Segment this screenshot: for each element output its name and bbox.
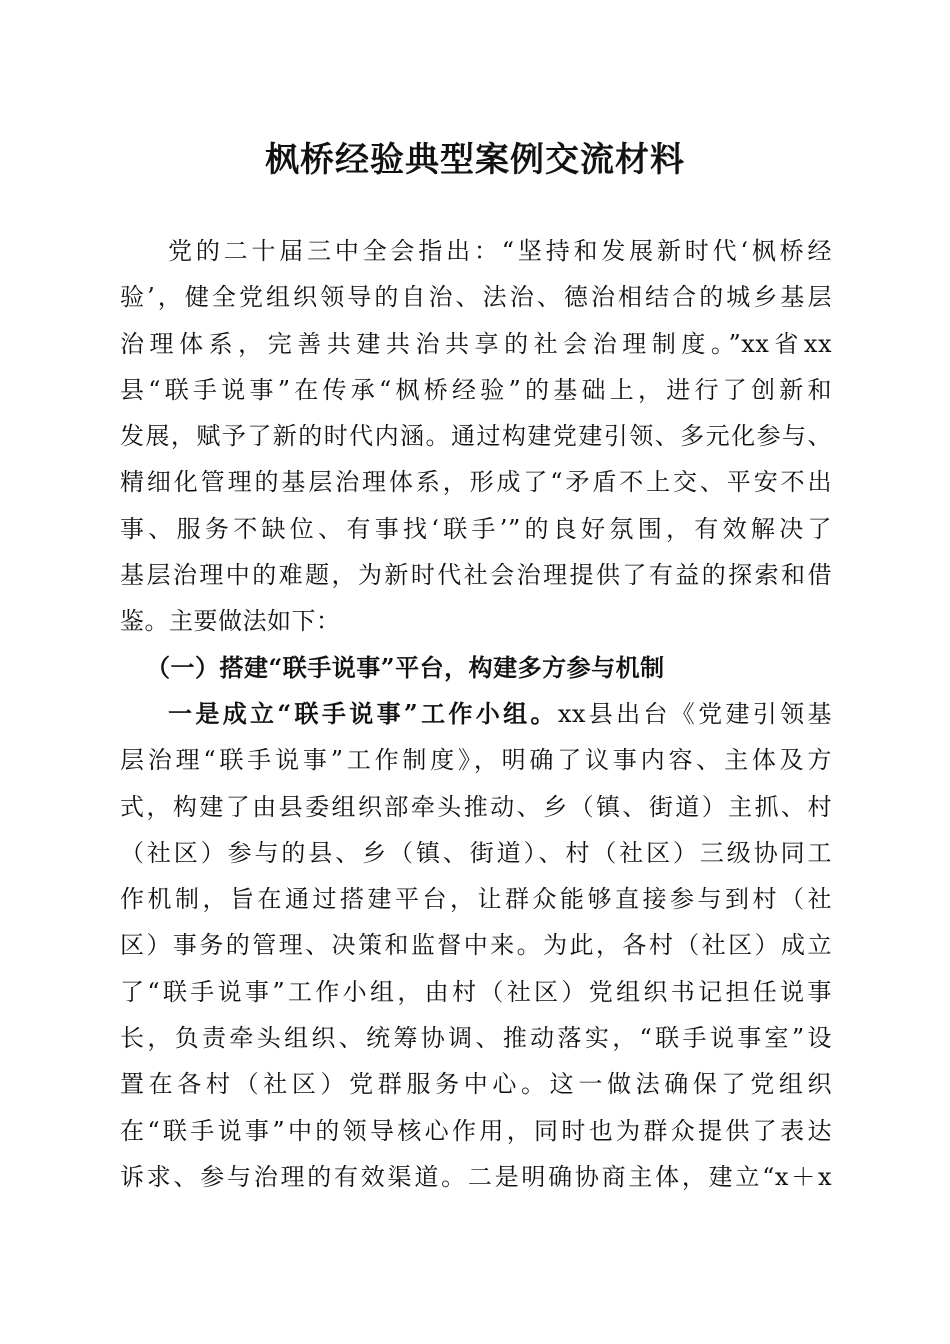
lead-sentence: 一是成立“联手说事”工作小组。	[168, 698, 558, 728]
document-body	[120, 228, 832, 1200]
paragraph-line: 治理体系，完善共建共治共享的社会治理制度。”xx省xx	[120, 329, 832, 358]
paragraph-line: 验’，健全党组织领导的自治、法治、德治相结合的城乡基层	[120, 283, 832, 312]
paragraph-line: 诉求、参与治理的有效渠道。二是明确协商主体，建立“x＋x	[120, 1162, 832, 1191]
paragraph-line: 事、服务不缺位、有事找‘联手’”的良好氛围，有效解决了	[120, 514, 832, 543]
paragraph-line	[120, 691, 832, 737]
paragraph-line: （社区）参与的县、乡（镇、街道）、村（社区）三级协同工	[120, 838, 832, 867]
paragraph-line: 式，构建了由县委组织部牵头推动、乡（镇、街道）主抓、村	[120, 792, 832, 821]
paragraph-line: 区）事务的管理、决策和监督中来。为此，各村（社区）成立	[120, 931, 832, 960]
paragraph-line: 作机制，旨在通过搭建平台，让群众能够直接参与到村（社	[120, 885, 832, 914]
paragraph-line: 长，负责牵头组织、统筹协调、推动落实，“联手说事室”设	[120, 1024, 832, 1053]
section-heading: （一）搭建“联手说事”平台，构建多方参与机制	[146, 652, 665, 682]
paragraph-line: 置在各村（社区）党群服务中心。这一做法确保了党组织	[120, 1070, 832, 1099]
paragraph-line: 鉴。主要做法如下：	[120, 607, 341, 636]
paragraph-line: 发展，赋予了新的时代内涵。通过构建党建引领、多元化参与、	[120, 422, 832, 451]
paragraph-line: 在“联手说事”中的领导核心作用，同时也为群众提供了表达	[120, 1116, 832, 1145]
paragraph-line: 精细化管理的基层治理体系，形成了“矛盾不上交、平安不出	[120, 468, 832, 497]
paragraph-line: 层治理“联手说事”工作制度》，明确了议事内容、主体及方	[120, 746, 832, 775]
paragraph-line: 党的二十届三中全会指出：“坚持和发展新时代‘枫桥经	[168, 237, 832, 265]
paragraph-line: 基层治理中的难题，为新时代社会治理提供了有益的探索和借	[120, 561, 832, 590]
paragraph-line: 县“联手说事”在传承“枫桥经验”的基础上，进行了创新和	[120, 375, 832, 404]
document-title: 枫桥经验典型案例交流材料	[265, 140, 685, 180]
paragraph-line: 了“联手说事”工作小组，由村（社区）党组织书记担任说事	[120, 977, 832, 1006]
lead-sentence-rest: xx县出台《党建引领基	[557, 699, 832, 728]
